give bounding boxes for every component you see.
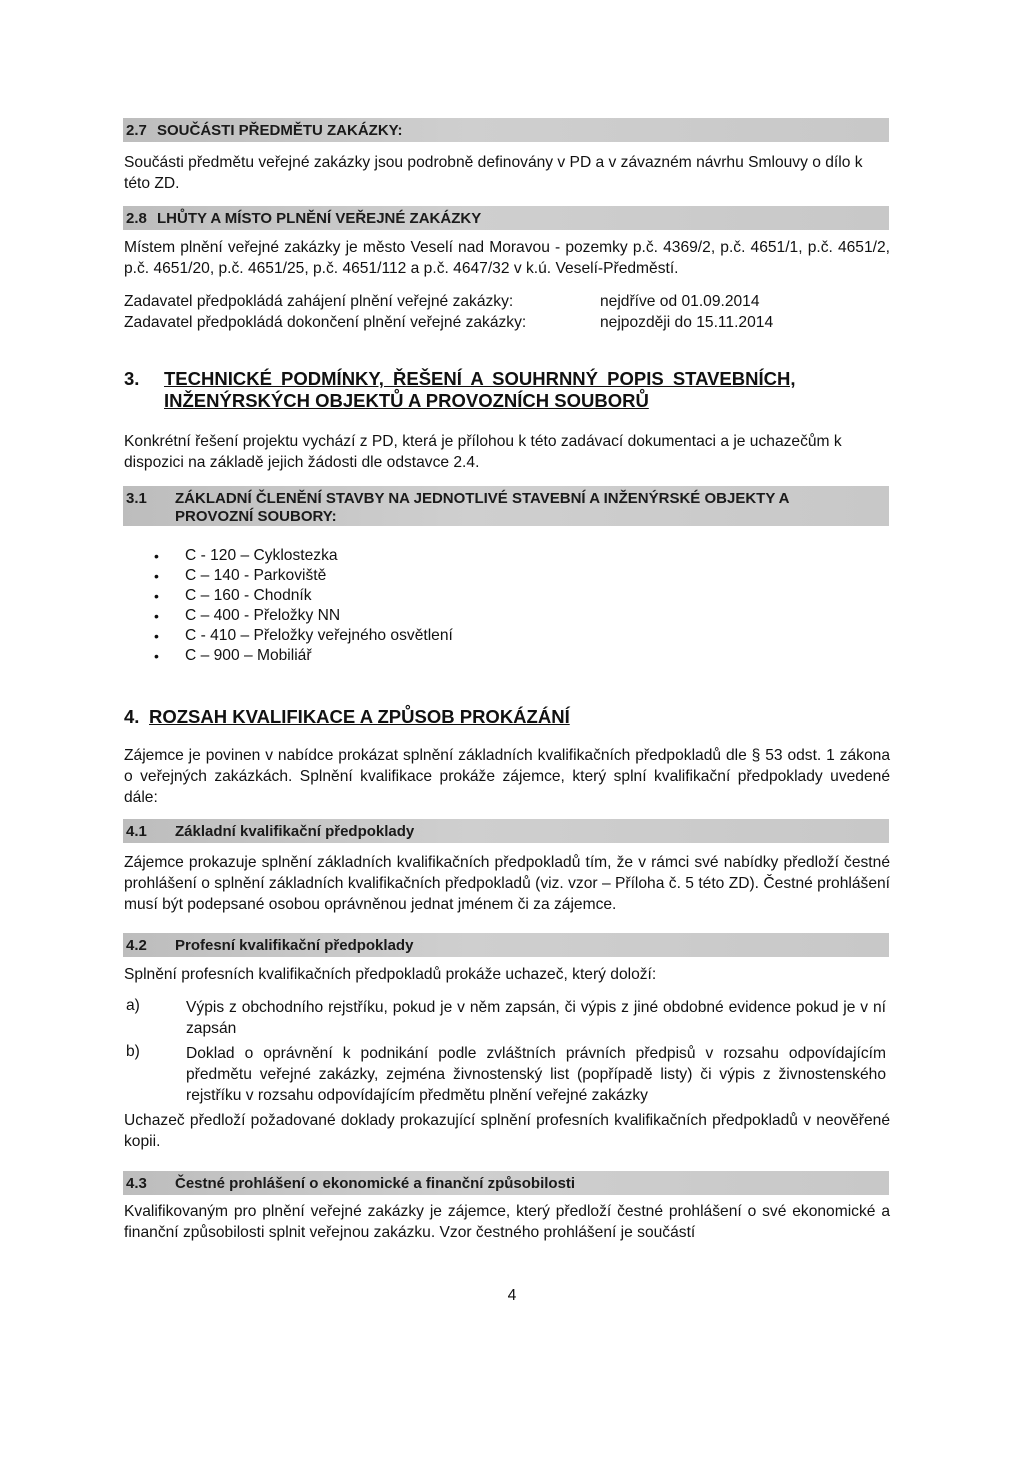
bullet: • bbox=[154, 608, 159, 624]
section-title: Základní kvalifikační předpoklady bbox=[175, 823, 415, 840]
start-value: nejdříve od 01.09.2014 bbox=[600, 293, 760, 310]
list-item-text: Výpis z obchodního rejstříku, pokud je v něm zapsán, či výpis z jiné obdobné evidence pokud je v ní zapsán bbox=[186, 999, 886, 1037]
bullet: • bbox=[154, 648, 159, 664]
paragraph-3: Konkrétní řešení projektu vychází z PD, která je přílohou k této zadávací dokumentaci a je uchazečům k dispozici na základě jejich žádosti dle odstavce 2.4. bbox=[124, 433, 842, 471]
section-heading-4-3 bbox=[123, 1171, 889, 1195]
section-heading-3-1 bbox=[123, 486, 889, 526]
section-number: 4.2 bbox=[126, 937, 147, 954]
start-label: Zadavatel předpokládá zahájení plnění veřejné zakázky: bbox=[124, 293, 514, 310]
paragraph-2-7: Součásti předmětu veřejné zakázky jsou podrobně definovány v PD a v závazném návrhu Smlouvy o dílo k této ZD. bbox=[124, 154, 863, 192]
section-heading-3 bbox=[124, 368, 796, 411]
list-item-text: C – 160 - Chodník bbox=[185, 587, 312, 604]
paragraph-4-2-intro: Splnění profesních kvalifikačních předpokladů prokáže uchazeč, který doloží: bbox=[124, 966, 657, 983]
section-heading-2-7 bbox=[123, 118, 889, 142]
bullet: • bbox=[154, 568, 159, 584]
section-heading-2-8 bbox=[123, 206, 889, 230]
section-title-line1: TECHNICKÉ PODMÍNKY, ŘEŠENÍ A SOUHRNNÝ POPIS STAVEBNÍCH, bbox=[164, 368, 796, 389]
bullet: • bbox=[154, 628, 159, 644]
section-number: 4. bbox=[124, 706, 140, 727]
section-title-line2: INŽENÝRSKÝCH OBJEKTŮ A PROVOZNÍCH SOUBORŮ bbox=[164, 390, 649, 411]
section-heading-4-1 bbox=[123, 819, 889, 843]
paragraph-4-1: Zájemce prokazuje splnění základních kvalifikačních předpokladů tím, že v rámci své nabídky předloží čestné prohlášení o splnění základních kvalifikačních předpokladů (viz. vzor – Příloha č. 5 této ZD). Čestné prohlášení musí být podepsané osobou oprávněnou jednat jménem či za zájemce. bbox=[124, 854, 890, 913]
section-title-line1: ZÁKLADNÍ ČLENĚNÍ STAVBY NA JEDNOTLIVÉ STAVEBNÍ A INŽENÝRSKÉ OBJEKTY A bbox=[175, 490, 790, 507]
end-value: nejpozději do 15.11.2014 bbox=[600, 314, 774, 331]
bullet: • bbox=[154, 548, 159, 564]
list-item-letter: a) bbox=[126, 997, 140, 1014]
section-number: 3. bbox=[124, 368, 140, 389]
list-item-text: Doklad o oprávnění k podnikání podle zvláštních právních předpisů v rozsahu odpovídajícím předmětu veřejné zakázky, zejména živnostenský list (popřípadě listy) či výpis z živnostenského rejstříku v rozsahu odpovídajícím předmětu plnění veřejné zakázky bbox=[186, 1045, 886, 1104]
list-item-text: C – 400 - Přeložky NN bbox=[185, 607, 341, 624]
section-title: Čestné prohlášení o ekonomické a finanční způsobilosti bbox=[175, 1175, 576, 1192]
list-item-text: C - 120 – Cyklostezka bbox=[185, 547, 338, 564]
paragraph-4-2-closing: Uchazeč předloží požadované doklady prokazující splnění profesních kvalifikačních předpokladů v neověřené kopii. bbox=[124, 1112, 890, 1150]
section-number: 3.1 bbox=[126, 490, 147, 507]
page-number: 4 bbox=[507, 1287, 517, 1304]
section-number: 2.7 bbox=[126, 122, 147, 139]
section-title: ROZSAH KVALIFIKACE A ZPŮSOB PROKÁZÁNÍ bbox=[149, 706, 570, 727]
section-title: SOUČÁSTI PŘEDMĚTU ZAKÁZKY: bbox=[157, 122, 403, 139]
section-title: LHŮTY A MÍSTO PLNĚNÍ VEŘEJNÉ ZAKÁZKY bbox=[157, 210, 482, 227]
section-number: 4.1 bbox=[126, 823, 147, 840]
section-number: 2.8 bbox=[126, 210, 147, 227]
paragraph-4: Zájemce je povinen v nabídce prokázat splnění základních kvalifikačních předpokladů dle § 53 odst. 1 zákona o veřejných zakázkách. Splnění kvalifikace prokáže zájemce, který splní kvalifikační předpoklady uvedené dále: bbox=[124, 747, 890, 806]
list-item-text: C – 140 - Parkoviště bbox=[185, 567, 327, 584]
section-title-line2: PROVOZNÍ SOUBORY: bbox=[175, 508, 337, 525]
paragraph-4-3: Kvalifikovaným pro plnění veřejné zakázky je zájemce, který předloží čestné prohlášení o své ekonomické a finanční způsobilosti splnit veřejnou zakázku. Vzor čestného prohlášení je součástí bbox=[124, 1203, 890, 1241]
section-title: Profesní kvalifikační předpoklady bbox=[175, 937, 414, 954]
section-heading-4 bbox=[124, 706, 570, 727]
section-heading-4-2 bbox=[123, 933, 889, 957]
bullet: • bbox=[154, 588, 159, 604]
list-item-letter: b) bbox=[126, 1043, 140, 1060]
paragraph-2-8: Místem plnění veřejné zakázky je město Veselí nad Moravou - pozemky p.č. 4369/2, p.č. 4651/1, p.č. 4651/2, p.č. 4651/20, p.č. 4651/25, p.č. 4651/112 a p.č. 4647/32 v k.ú. Veselí-Předměstí. bbox=[124, 239, 890, 277]
section-number: 4.3 bbox=[126, 1175, 147, 1192]
end-label: Zadavatel předpokládá dokončení plnění veřejné zakázky: bbox=[124, 314, 527, 331]
list-item-text: C - 410 – Přeložky veřejného osvětlení bbox=[185, 627, 453, 644]
list-item-text: C – 900 – Mobiliář bbox=[185, 647, 312, 664]
